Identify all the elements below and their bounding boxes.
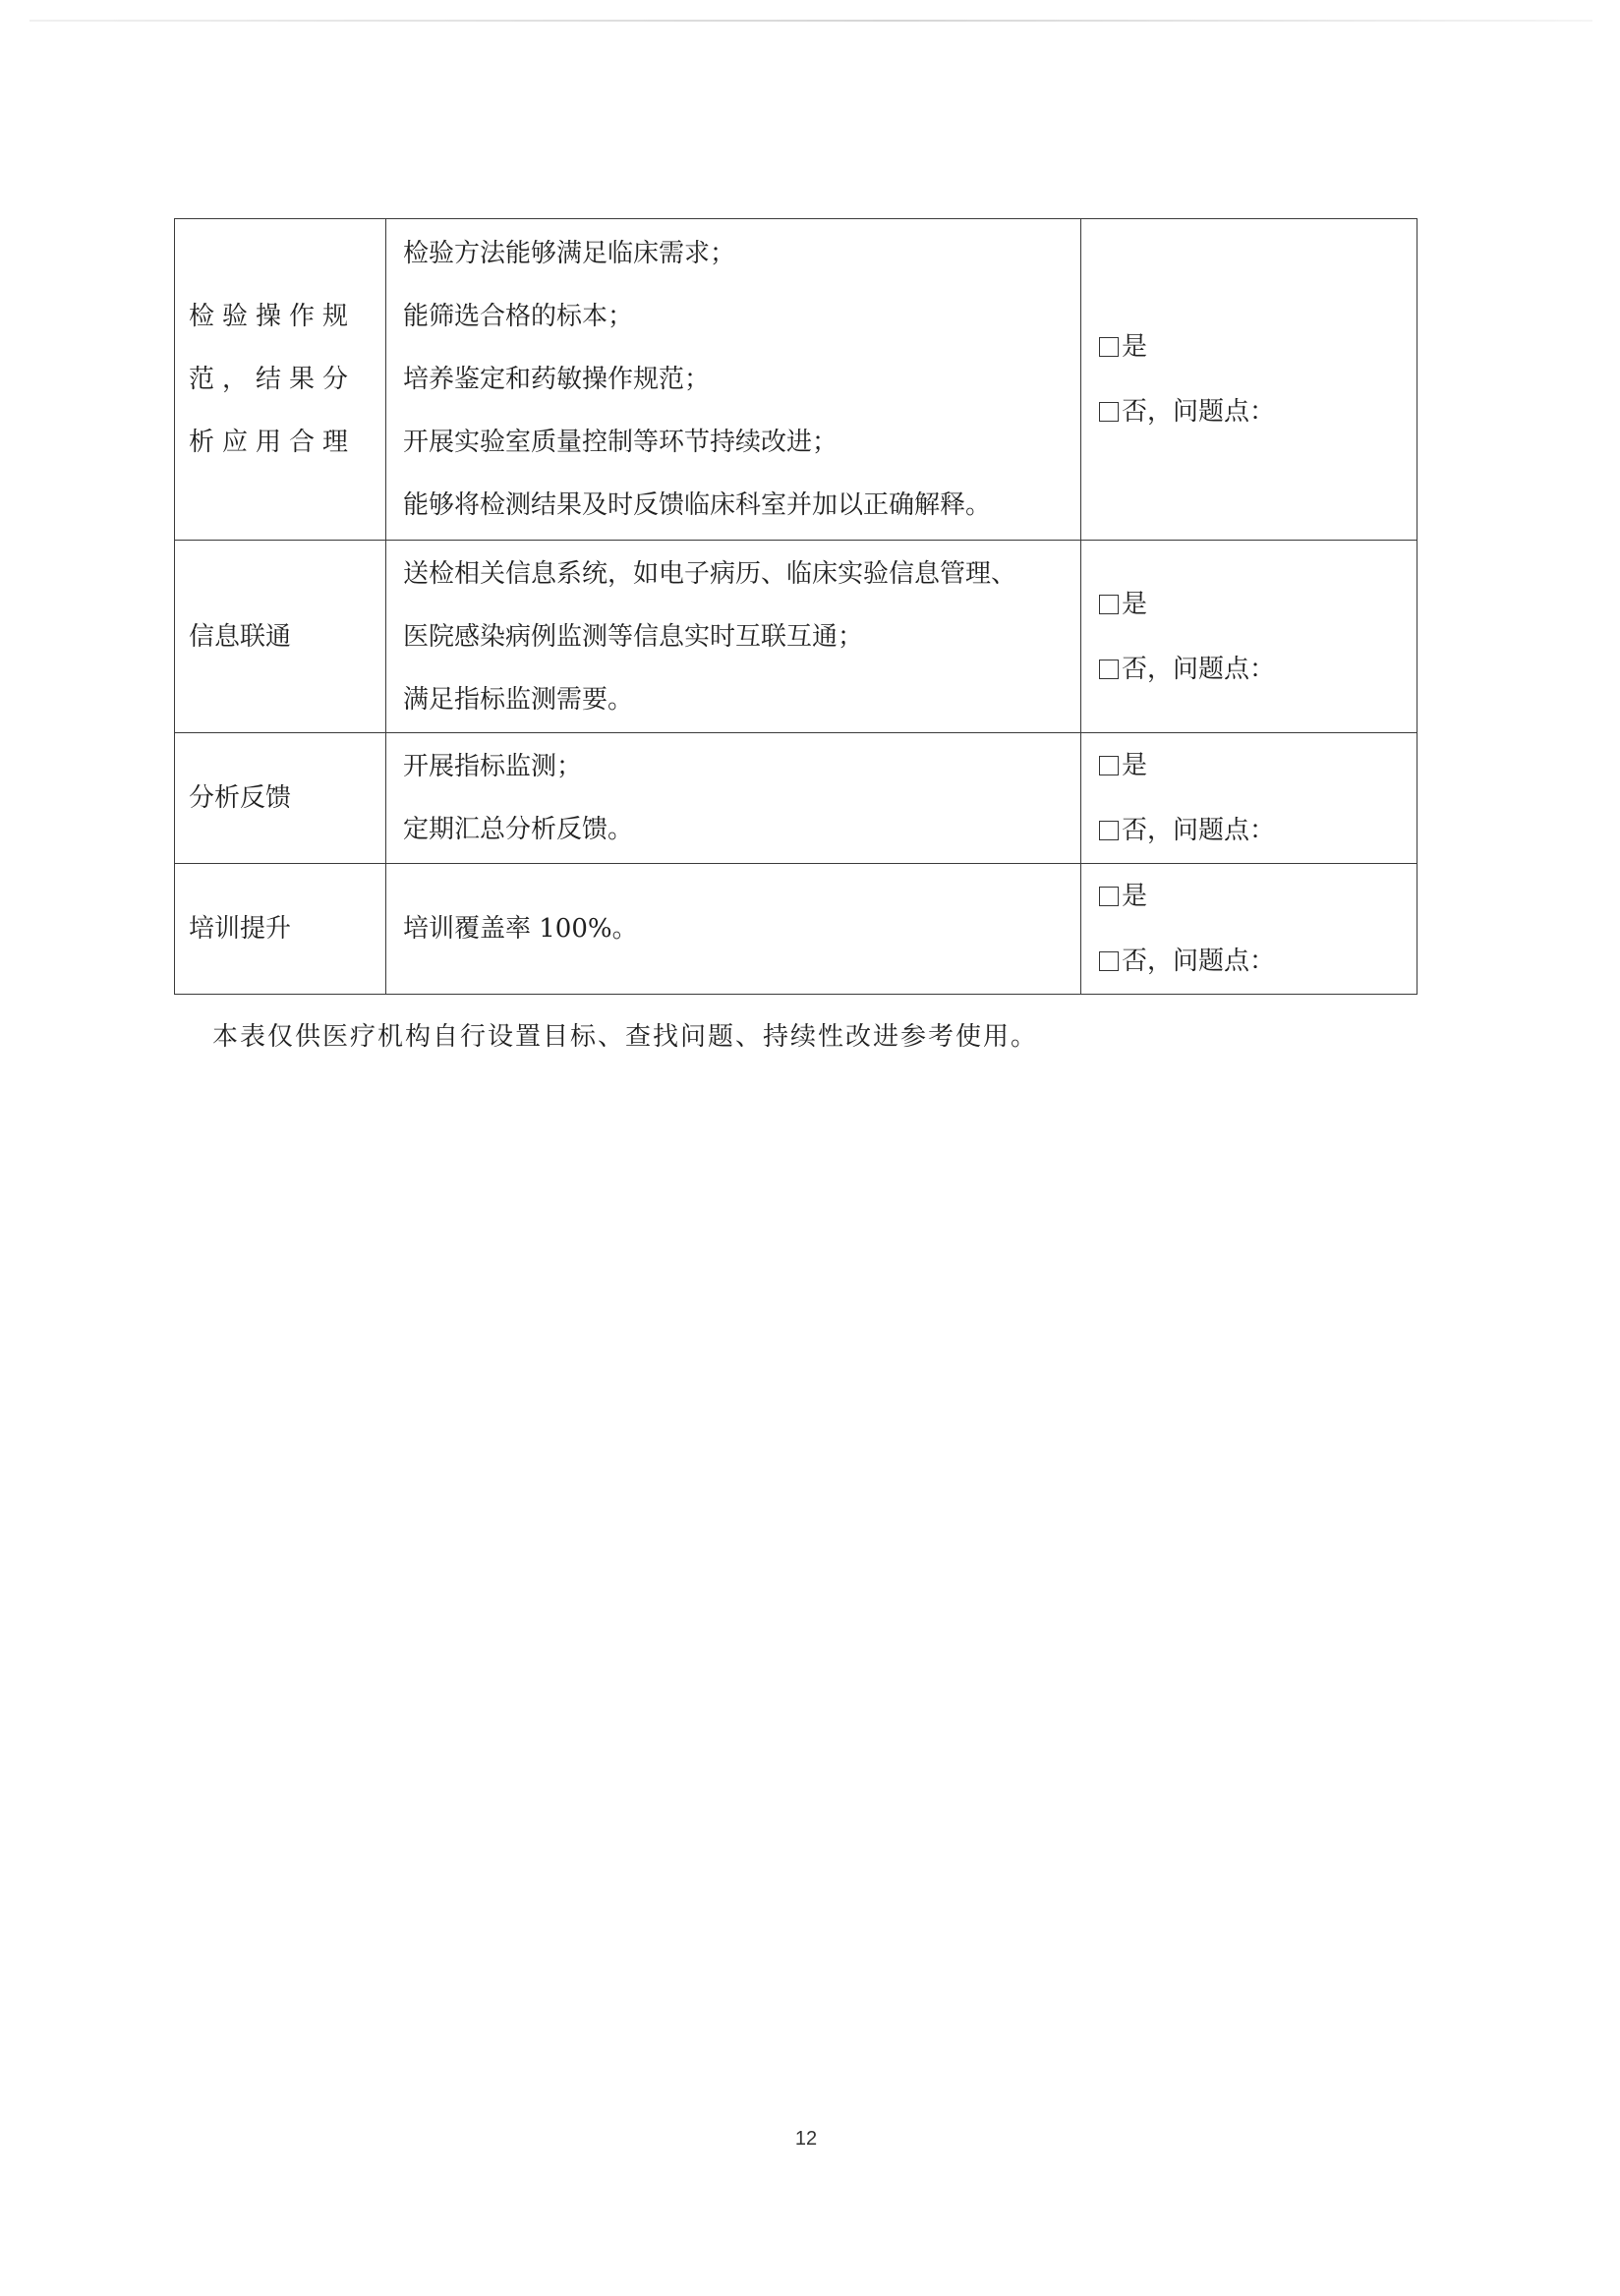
requirement-item: 送检相关信息系统，如电子病历、临床实验信息管理、 xyxy=(403,558,1017,589)
table-row xyxy=(175,733,1418,864)
no-option[interactable] xyxy=(1099,798,1399,863)
no-label: 否，问题点： xyxy=(1122,397,1276,427)
yes-label: 是 xyxy=(1122,332,1148,362)
requirement-item: 检验方法能够满足临床需求； xyxy=(403,239,736,268)
checkbox-icon[interactable] xyxy=(1099,595,1119,614)
no-label: 否，问题点： xyxy=(1122,947,1276,976)
yes-option[interactable] xyxy=(1099,315,1399,379)
requirement-list xyxy=(386,222,1080,537)
no-label: 否，问题点： xyxy=(1122,654,1276,684)
check-cell xyxy=(1081,541,1418,733)
checkbox-icon[interactable] xyxy=(1099,402,1119,422)
yes-label: 是 xyxy=(1122,589,1148,619)
requirement-list xyxy=(386,543,1080,731)
checkbox-icon[interactable] xyxy=(1099,337,1119,357)
no-option[interactable] xyxy=(1099,929,1399,994)
check-cell xyxy=(1081,864,1418,995)
category-label: 信息联通 xyxy=(189,621,292,652)
requirement-item: 培养鉴定和药敏操作规范； xyxy=(403,365,711,394)
table-row xyxy=(175,219,1418,541)
requirement-list xyxy=(386,735,1080,861)
requirements-cell xyxy=(386,541,1081,733)
category-cell xyxy=(175,733,386,864)
category-cell xyxy=(175,864,386,995)
page-number: 12 xyxy=(794,2128,818,2150)
checkbox-icon[interactable] xyxy=(1099,660,1119,679)
no-label: 否，问题点： xyxy=(1122,816,1276,845)
no-option[interactable] xyxy=(1099,379,1399,444)
category-label: 分析反馈 xyxy=(189,783,292,813)
no-option[interactable] xyxy=(1099,637,1399,702)
requirement-item: 开展实验室质量控制等环节持续改进； xyxy=(403,428,839,457)
requirement-item: 医院感染病例监测等信息实时互联互通； xyxy=(403,621,864,652)
checkbox-icon[interactable] xyxy=(1099,951,1119,971)
criteria-table xyxy=(174,218,1418,995)
category-cell xyxy=(175,219,386,541)
checkbox-icon[interactable] xyxy=(1099,887,1119,906)
checkbox-icon[interactable] xyxy=(1099,821,1119,840)
requirement-list xyxy=(386,897,1080,960)
check-cell xyxy=(1081,733,1418,864)
category-label: 检验操作规范，结果分析应用合理 xyxy=(189,302,357,457)
checkbox-icon[interactable] xyxy=(1099,756,1119,775)
yes-label: 是 xyxy=(1122,882,1148,911)
table-row xyxy=(175,541,1418,733)
footnote: 本表仅供医疗机构自行设置目标、查找问题、持续性改进参考使用。 xyxy=(212,1022,1039,1052)
scan-edge-line xyxy=(29,20,1592,22)
check-cell xyxy=(1081,219,1418,541)
yes-option[interactable] xyxy=(1099,864,1399,929)
category-cell xyxy=(175,541,386,733)
requirement-item: 开展指标监测； xyxy=(403,752,583,781)
requirements-cell xyxy=(386,219,1081,541)
requirement-item: 能够将检测结果及时反馈临床科室并加以正确解释。 xyxy=(403,490,992,520)
yes-label: 是 xyxy=(1122,751,1148,780)
requirements-cell xyxy=(386,733,1081,864)
requirement-item: 培训覆盖率 100%。 xyxy=(403,914,638,944)
requirement-item: 能筛选合格的标本； xyxy=(403,302,634,331)
category-label: 培训提升 xyxy=(189,914,292,944)
table-row xyxy=(175,864,1418,995)
requirements-cell xyxy=(386,864,1081,995)
requirement-item: 定期汇总分析反馈。 xyxy=(403,815,634,844)
yes-option[interactable] xyxy=(1099,733,1399,798)
requirement-item: 满足指标监测需要。 xyxy=(403,684,634,715)
yes-option[interactable] xyxy=(1099,572,1399,637)
